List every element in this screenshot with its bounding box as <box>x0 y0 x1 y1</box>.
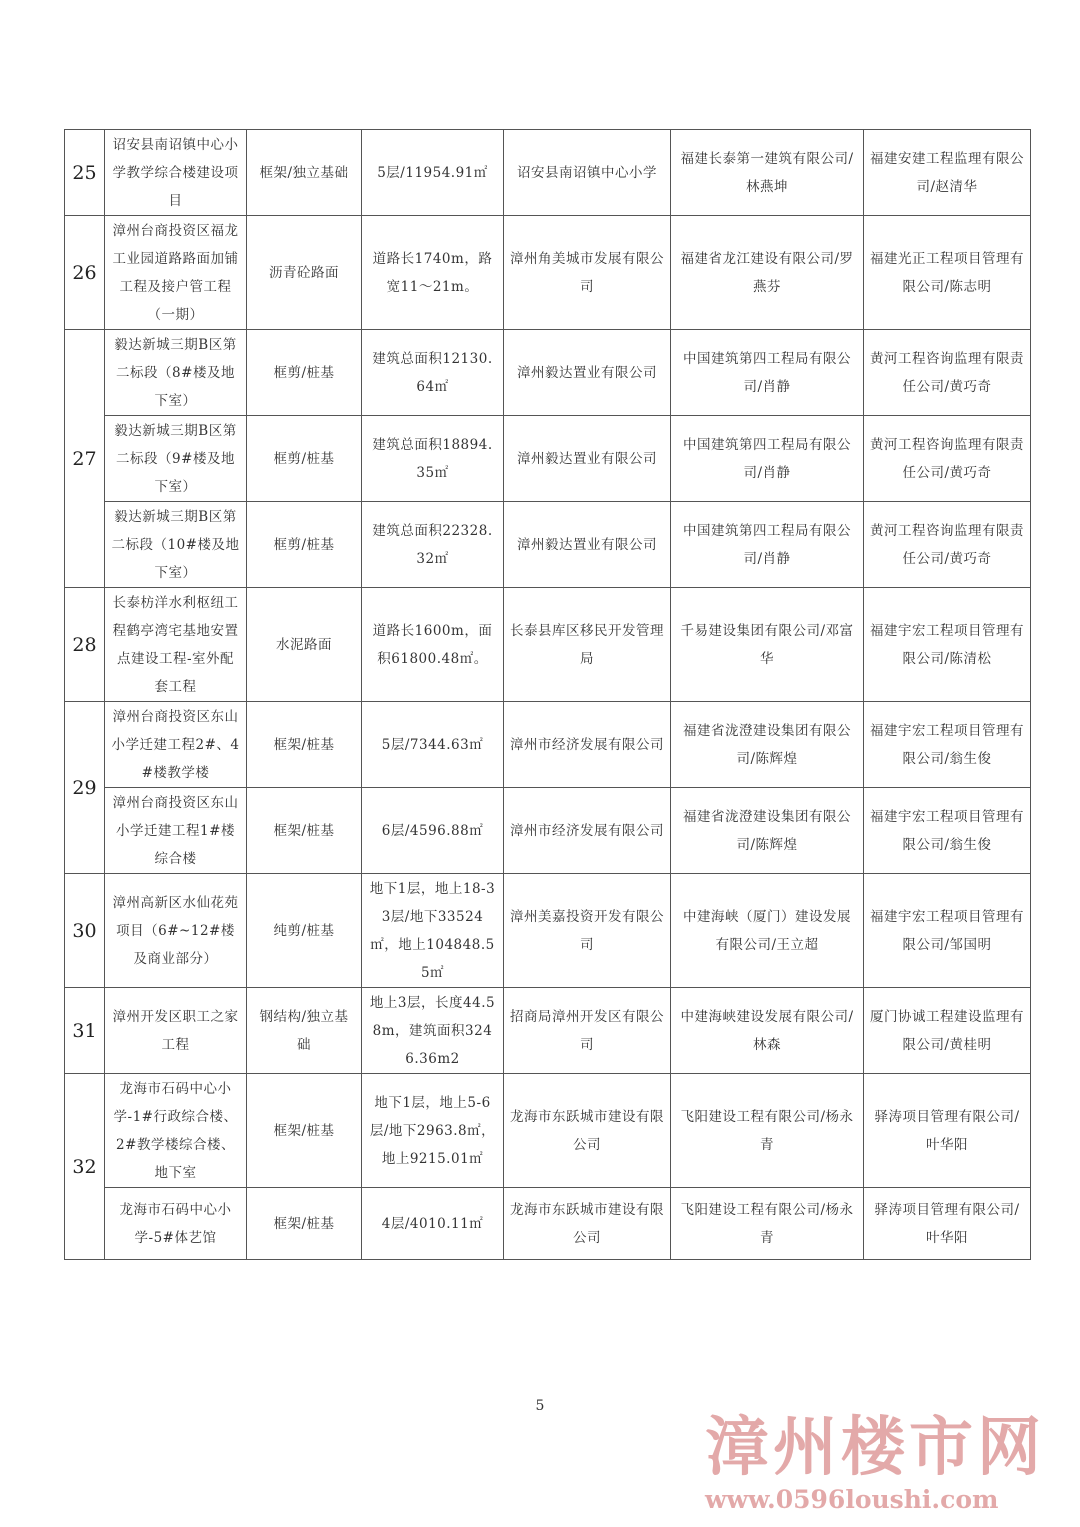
structure-cell: 框架/桩基 <box>247 702 362 788</box>
owner-cell: 龙海市东跃城市建设有限公司 <box>504 1074 671 1188</box>
scale-cell: 地上3层，长度44.58m，建筑面积3246.36m2 <box>362 988 504 1074</box>
table-row <box>65 788 1031 874</box>
supervisor-cell: 福建宇宏工程项目管理有限公司/陈清松 <box>864 588 1031 702</box>
builder-cell: 飞阳建设工程有限公司/杨永青 <box>671 1074 864 1188</box>
project-name-cell: 漳州开发区职工之家工程 <box>105 988 247 1074</box>
project-name-cell: 龙海市石码中心小学-1#行政综合楼、2#教学楼综合楼、地下室 <box>105 1074 247 1188</box>
table-row <box>65 330 1031 416</box>
page-number: 5 <box>535 1398 545 1414</box>
structure-cell: 框架/桩基 <box>247 788 362 874</box>
structure-cell: 水泥路面 <box>247 588 362 702</box>
project-table <box>64 129 1031 1260</box>
builder-cell: 千易建设集团有限公司/邓富华 <box>671 588 864 702</box>
scale-cell: 建筑总面积18894.35㎡ <box>362 416 504 502</box>
scale-cell: 地下1层，地上5-6层/地下2963.8㎡，地上9215.01㎡ <box>362 1074 504 1188</box>
project-name-cell: 漳州高新区水仙花苑项目（6#~12#楼及商业部分） <box>105 874 247 988</box>
project-name-cell: 长泰枋洋水利枢纽工程鹤亭湾宅基地安置点建设工程-室外配套工程 <box>105 588 247 702</box>
supervisor-cell: 福建安建工程监理有限公司/赵清华 <box>864 130 1031 216</box>
row-number: 29 <box>65 702 105 874</box>
table-row <box>65 502 1031 588</box>
owner-cell: 漳州市经济发展有限公司 <box>504 788 671 874</box>
supervisor-cell: 驿涛项目管理有限公司/叶华阳 <box>864 1188 1031 1260</box>
supervisor-cell: 福建光正工程项目管理有限公司/陈志明 <box>864 216 1031 330</box>
table-row <box>65 416 1031 502</box>
builder-cell: 福建长泰第一建筑有限公司/林燕坤 <box>671 130 864 216</box>
owner-cell: 招商局漳州开发区有限公司 <box>504 988 671 1074</box>
structure-cell: 框架/独立基础 <box>247 130 362 216</box>
scale-cell: 道路长1600m，面积61800.48㎡。 <box>362 588 504 702</box>
project-name-cell: 漳州台商投资区福龙工业园道路路面加铺工程及接户管工程（一期） <box>105 216 247 330</box>
watermark-url: www.0596loushi.com <box>705 1485 999 1514</box>
owner-cell: 长泰县库区移民开发管理局 <box>504 588 671 702</box>
scale-cell: 地下1层，地上18-33层/地下33524㎡，地上104848.55㎡ <box>362 874 504 988</box>
project-name-cell: 毅达新城三期B区第二标段（10#楼及地下室） <box>105 502 247 588</box>
project-name-cell: 漳州台商投资区东山小学迁建工程2#、4#楼教学楼 <box>105 702 247 788</box>
owner-cell: 漳州毅达置业有限公司 <box>504 330 671 416</box>
table-row <box>65 1074 1031 1188</box>
table-row <box>65 1188 1031 1260</box>
row-number: 31 <box>65 988 105 1074</box>
table-row <box>65 988 1031 1074</box>
scale-cell: 5层/11954.91㎡ <box>362 130 504 216</box>
table-row <box>65 588 1031 702</box>
structure-cell: 框剪/桩基 <box>247 330 362 416</box>
project-name-cell: 毅达新城三期B区第二标段（9#楼及地下室） <box>105 416 247 502</box>
row-number: 26 <box>65 216 105 330</box>
owner-cell: 漳州角美城市发展有限公司 <box>504 216 671 330</box>
structure-cell: 框架/桩基 <box>247 1188 362 1260</box>
row-number: 27 <box>65 330 105 588</box>
structure-cell: 框剪/桩基 <box>247 502 362 588</box>
builder-cell: 中国建筑第四工程局有限公司/肖静 <box>671 330 864 416</box>
supervisor-cell: 福建宇宏工程项目管理有限公司/邹国明 <box>864 874 1031 988</box>
supervisor-cell: 黄河工程咨询监理有限责任公司/黄巧奇 <box>864 416 1031 502</box>
scale-cell: 道路长1740m，路宽11～21m。 <box>362 216 504 330</box>
project-name-cell: 漳州台商投资区东山小学迁建工程1#楼综合楼 <box>105 788 247 874</box>
scale-cell: 6层/4596.88㎡ <box>362 788 504 874</box>
supervisor-cell: 福建宇宏工程项目管理有限公司/翁生俊 <box>864 788 1031 874</box>
scale-cell: 建筑总面积12130.64㎡ <box>362 330 504 416</box>
row-number: 30 <box>65 874 105 988</box>
table-row <box>65 216 1031 330</box>
structure-cell: 框架/桩基 <box>247 1074 362 1188</box>
supervisor-cell: 福建宇宏工程项目管理有限公司/翁生俊 <box>864 702 1031 788</box>
owner-cell: 龙海市东跃城市建设有限公司 <box>504 1188 671 1260</box>
builder-cell: 飞阳建设工程有限公司/杨永青 <box>671 1188 864 1260</box>
table-row <box>65 130 1031 216</box>
scale-cell: 4层/4010.11㎡ <box>362 1188 504 1260</box>
row-number: 32 <box>65 1074 105 1260</box>
table-row <box>65 874 1031 988</box>
row-number: 25 <box>65 130 105 216</box>
owner-cell: 漳州毅达置业有限公司 <box>504 502 671 588</box>
builder-cell: 中建海峡建设发展有限公司/林森 <box>671 988 864 1074</box>
project-name-cell: 诏安县南诏镇中心小学教学综合楼建设项目 <box>105 130 247 216</box>
project-name-cell: 毅达新城三期B区第二标段（8#楼及地下室） <box>105 330 247 416</box>
table-row <box>65 702 1031 788</box>
builder-cell: 中国建筑第四工程局有限公司/肖静 <box>671 502 864 588</box>
row-number: 28 <box>65 588 105 702</box>
project-name-cell: 龙海市石码中心小学-5#体艺馆 <box>105 1188 247 1260</box>
scale-cell: 建筑总面积22328.32㎡ <box>362 502 504 588</box>
supervisor-cell: 黄河工程咨询监理有限责任公司/黄巧奇 <box>864 502 1031 588</box>
builder-cell: 福建省泷澄建设集团有限公司/陈辉煌 <box>671 702 864 788</box>
owner-cell: 诏安县南诏镇中心小学 <box>504 130 671 216</box>
owner-cell: 漳州毅达置业有限公司 <box>504 416 671 502</box>
supervisor-cell: 驿涛项目管理有限公司/叶华阳 <box>864 1074 1031 1188</box>
scale-cell: 5层/7344.63㎡ <box>362 702 504 788</box>
owner-cell: 漳州美嘉投资开发有限公司 <box>504 874 671 988</box>
watermark-title: 漳州楼市网 <box>705 1410 1045 1485</box>
builder-cell: 福建省龙江建设有限公司/罗燕芬 <box>671 216 864 330</box>
supervisor-cell: 厦门协诚工程建设监理有限公司/黄桂明 <box>864 988 1031 1074</box>
builder-cell: 中建海峡（厦门）建设发展有限公司/王立超 <box>671 874 864 988</box>
builder-cell: 福建省泷澄建设集团有限公司/陈辉煌 <box>671 788 864 874</box>
structure-cell: 沥青砼路面 <box>247 216 362 330</box>
owner-cell: 漳州市经济发展有限公司 <box>504 702 671 788</box>
structure-cell: 钢结构/独立基础 <box>247 988 362 1074</box>
supervisor-cell: 黄河工程咨询监理有限责任公司/黄巧奇 <box>864 330 1031 416</box>
structure-cell: 框剪/桩基 <box>247 416 362 502</box>
builder-cell: 中国建筑第四工程局有限公司/肖静 <box>671 416 864 502</box>
structure-cell: 纯剪/桩基 <box>247 874 362 988</box>
